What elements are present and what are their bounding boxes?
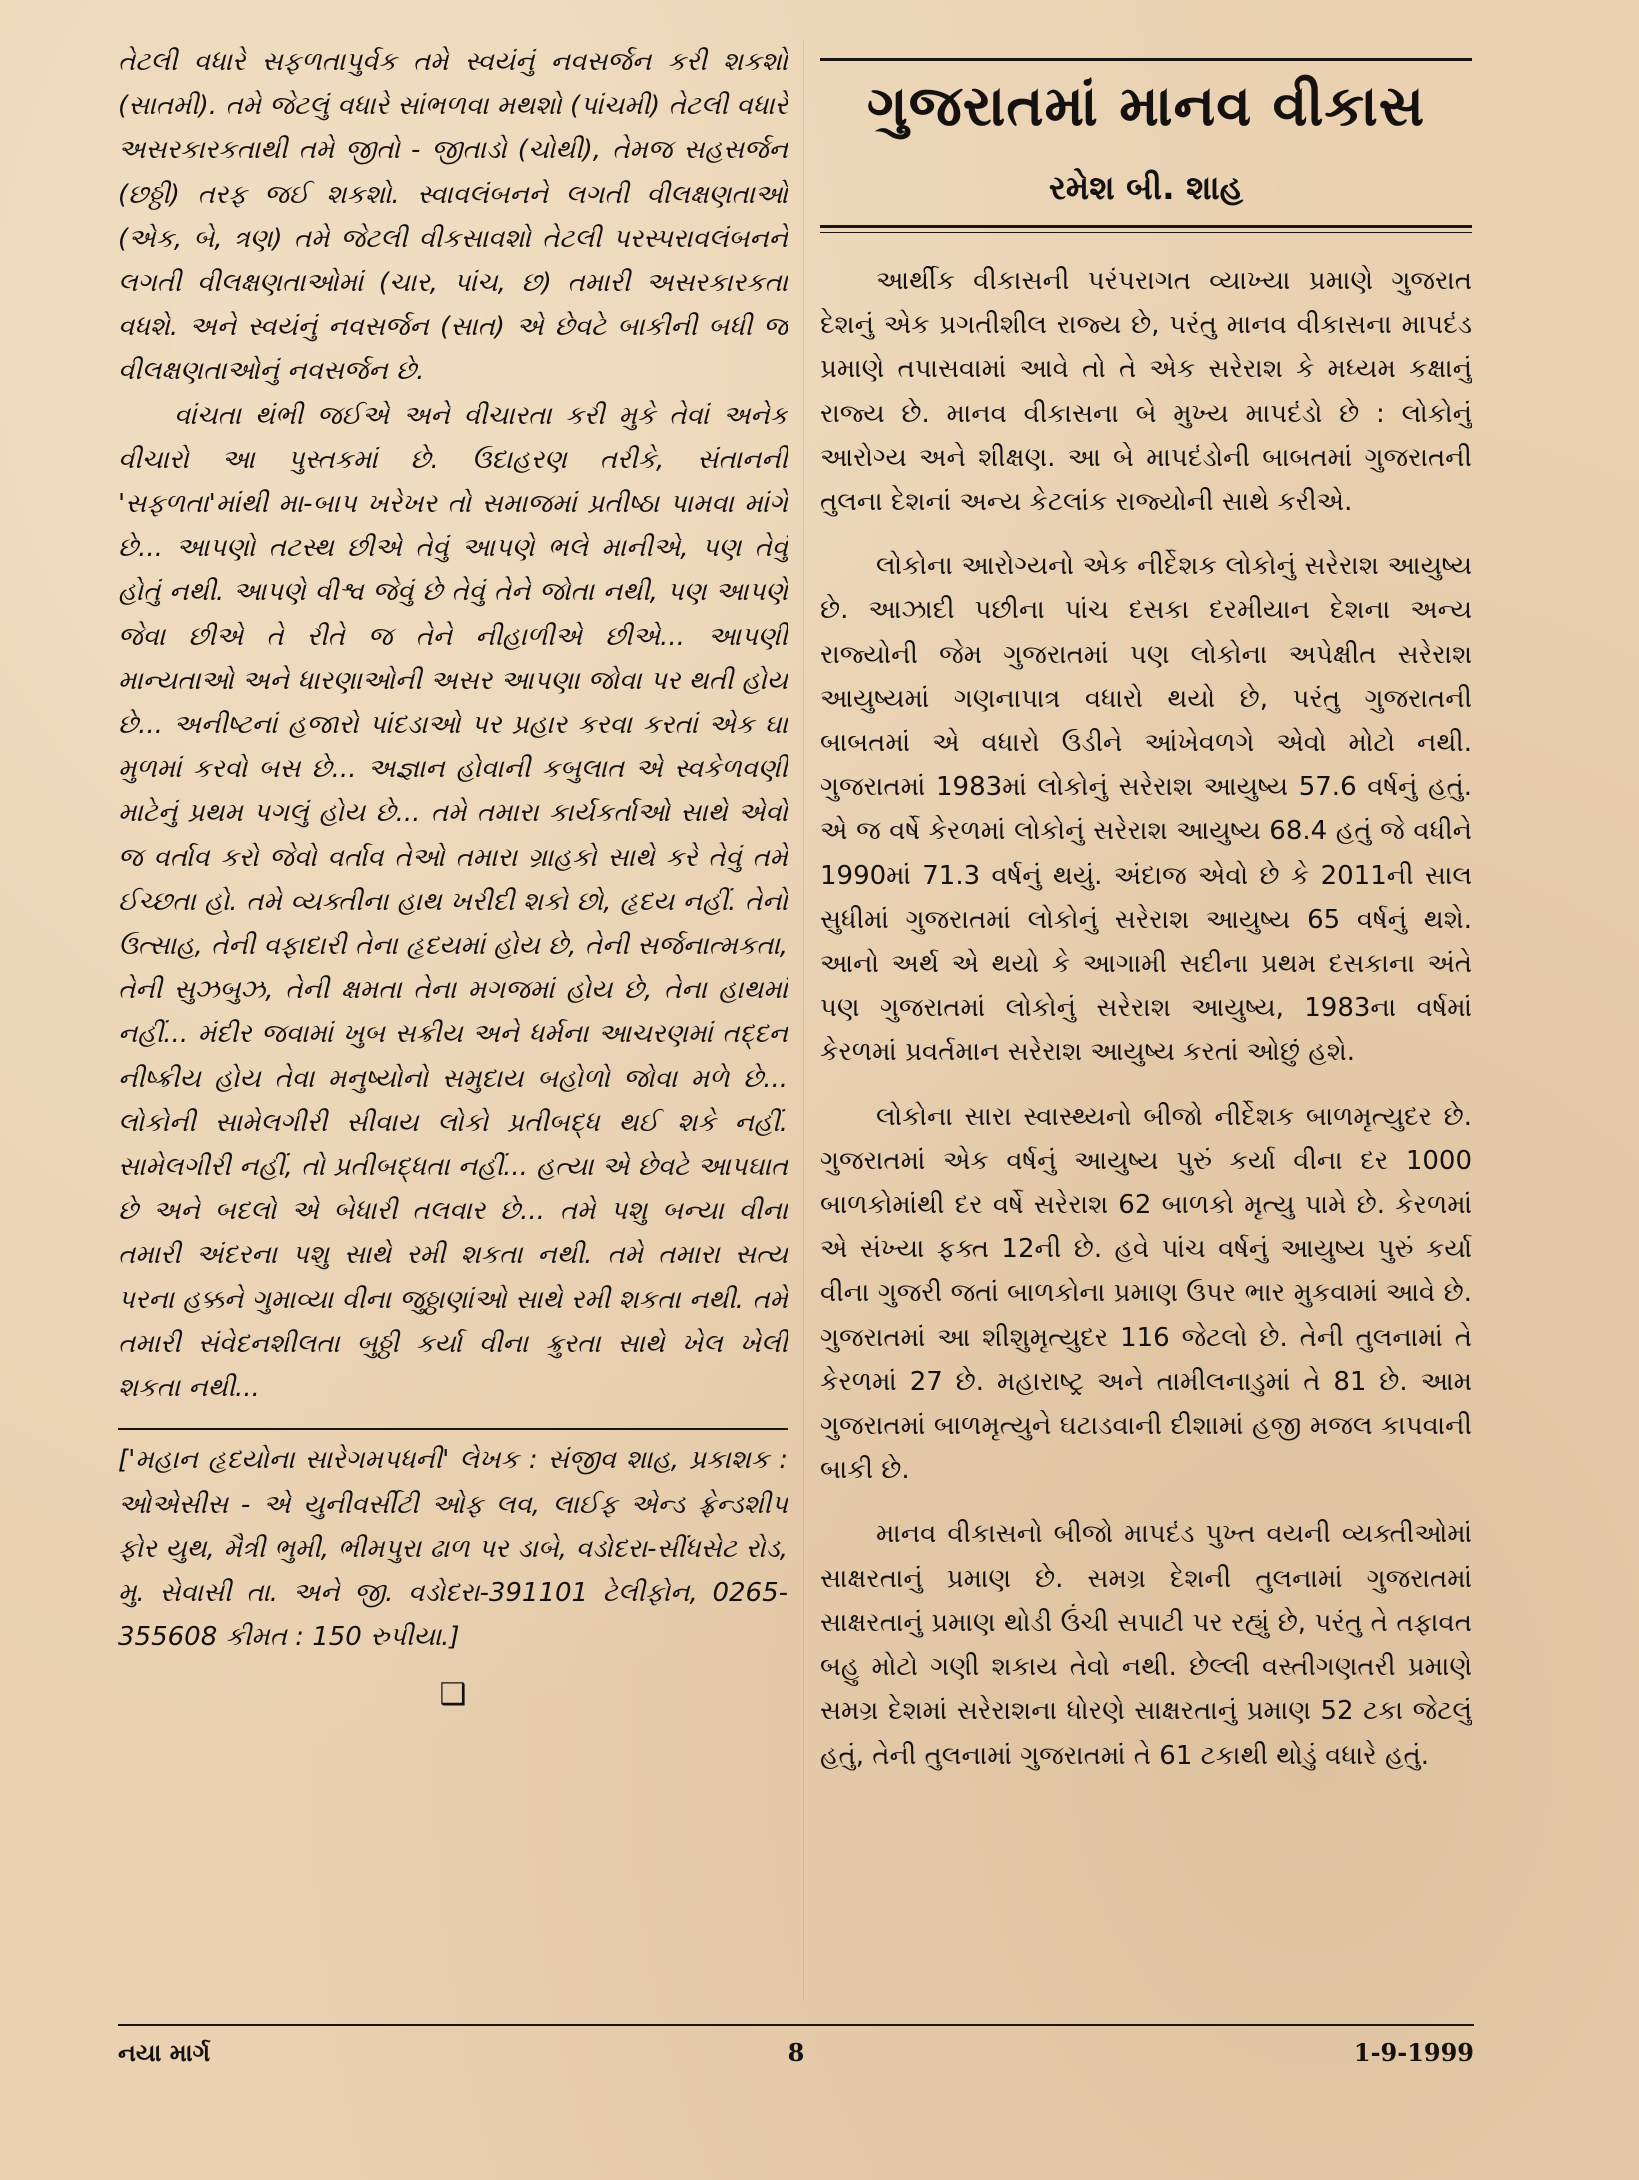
article-paragraph: લોકોના આરોગ્યનો એક નીર્દેશક લોકોનું સરેરાશ આયુષ્ય છે. આઝાદી પછીના પાંચ દસકા દરમીયાન દેશના અન્ય રાજ્યોની જેમ ગુજરાતમાં પણ લોકોના અપેક્ષીત સરેરાશ આયુષ્યમાં ગણનાપાત્ર વધારો થયો છે, પરંતુ ગુજરાતની બાબતમાં એ વધારો ઉડીને આંખેવળગે એવો મોટો નથી. ગુજરાતમાં 1983માં લોકોનું સરેરાશ આયુષ્ય 57.6 વર્ષનું હતું. એ જ વર્ષે કેરળમાં લોકોનું સરેરાશ આયુષ્ય 68.4 હતું જે વધીને 1990માં 71.3 વર્ષનું થયું. અંદાજ એવો છે કે 2011ની સાલ સુધીમાં ગુજરાતમાં લોકોનું સરેરાશ આયુષ્ય 65 વર્ષનું થશે. આનો અર્થ એ થયો કે આગામી સદીના પ્રથમ દસકાના અંતે પણ ગુજરાતમાં લોકોનું સરેરાશ આયુષ્ય, 1983ના વર્ષમાં કેરળમાં પ્રવર્તમાન સરેરાશ આયુષ્ય કરતાં ઓછું હશે. <box>820 551 1472 1068</box>
magazine-name: નયા માર્ગ <box>118 2038 211 2067</box>
article-author: રમેશ બી. શાહ <box>1048 168 1244 207</box>
left-column <box>118 40 788 2000</box>
book-info-text: ['મહાન હૃદયોના સારેગમપધની' લેખક : સંજીવ શાહ, પ્રકાશક : ઓએસીસ - એ યુનીવર્સીટી ઓફ લવ, લાઈફ એન્ડ ફ્રેન્ડશીપ ફોર યુથ, મૈત્રી ભુમી, ભીમપુરા ઢાળ પર ડાબે, વડોદરા-સીંધસેટ રોડ, મુ. સેવાસી તા. અને જી. વડોદરા-391101 ટેલીફોન, 0265-355608 કીમત : 150 રુપીયા.] <box>118 1445 788 1653</box>
article-paragraph: આર્થીક વીકાસની પરંપરાગત વ્યાખ્યા પ્રમાણે ગુજરાત દેશનું એક પ્રગતીશીલ રાજ્ય છે, પરંતુ માનવ વીકાસના માપદંડ પ્રમાણે તપાસવામાં આવે તો તે એક સરેરાશ કે મધ્યમ કક્ષાનું રાજ્ય છે. માનવ વીકાસના બે મુખ્ય માપદંડો છે : લોકોનું આરોગ્ય અને શીક્ષણ. આ બે માપદંડોની બાબતમાં ગુજરાતની તુલના દેશનાં અન્ય કેટલાંક રાજ્યોની સાથે કરીએ. <box>820 266 1472 518</box>
page-footer <box>118 2038 1474 2078</box>
end-mark-icon: ❑ <box>439 1677 467 1713</box>
quotes-paragraph: વાંચતા થંભી જઈએ અને વીચારતા કરી મુકે તેવાં અનેક વીચારો આ પુસ્તકમાં છે. ઉદાહરણ તરીકે, સંતાનની 'સફળતા'માંથી મા-બાપ ખરેખર તો સમાજમાં પ્રતીષ્ઠા પામવા માંગે છે... આપણો તટસ્થ છીએ તેવું આપણે ભલે માનીએ, પણ તેવું હોતું નથી. આપણે વીશ્વ જેવું છે તેવું તેને જોતા નથી, પણ આપણે જેવા છીએ તે રીતે જ તેને નીહાળીએ છીએ... આપણી માન્યતાઓ અને ધારણાઓની અસર આપણા જોવા પર થતી હોય છે... અનીષ્ટનાં હજારો પાંદડાઓ પર પ્રહાર કરવા કરતાં એક ઘા મુળમાં કરવો બસ છે... અજ્ઞાન હોવાની કબુલાત એ સ્વકેળવણી માટેનું પ્રથમ પગલું હોય છે... તમે તમારા કાર્યકર્તાઓ સાથે એવો જ વર્તાવ કરો જેવો વર્તાવ તેઓ તમારા ગ્રાહકો સાથે કરે તેવું તમે ઈચ્છતા હો. તમે વ્યક્તીના હાથ ખરીદી શકો છો, હૃદય નહીં. તેનો ઉત્સાહ, તેની વફાદારી તેના હૃદયમાં હોય છે, તેની સર્જનાત્મકતા, તેની સુઝબુઝ, તેની ક્ષમતા તેના મગજમાં હોય છે, તેના હાથમાં નહીં... મંદીર જવામાં ખુબ સક્રીય અને ધર્મના આચરણમાં તદ્દન નીષ્ક્રીય હોય તેવા મનુષ્યોનો સમુદાય બહોળો જોવા મળે છે... લોકોની સામેલગીરી સીવાય લોકો પ્રતીબદ્ધ થઈ શકે નહીં. સામેલગીરી નહીં, તો પ્રતીબદ્ધતા નહીં... હત્યા એ છેવટે આપઘાત છે અને બદલો એ બેધારી તલવાર છે... તમે પશુ બન્યા વીના તમારી અંદરના પશુ સાથે રમી શકતા નથી. તમે તમારા સત્ય પરના હક્કને ગુમાવ્યા વીના જુઠ્ઠાણાંઓ સાથે રમી શકતા નથી. તમે તમારી સંવેદનશીલતા બુઠ્ઠી કર્યા વીના ક્રુરતા સાથે ખેલ ખેલી શકતા નથી... <box>118 400 788 1404</box>
continued-paragraph: તેટલી વધારે સફળતાપુર્વક તમે સ્વયંનું નવસર્જન કરી શકશો (સાતમી). તમે જેટલું વધારે સાંભળવા મથશો (પાંચમી) તેટલી વધારે અસરકારકતાથી તમે જીતો - જીતાડો (ચોથી), તેમજ સહસર્જન (છઠ્ઠી) તરફ જઈ શકશો. સ્વાવલંબનને લગતી વીલક્ષણતાઓ (એક, બે, ત્રણ) તમે જેટલી વીકસાવશો તેટલી પરસ્પરાવલંબનને લગતી વીલક્ષણતાઓમાં (ચાર, પાંચ, છ) તમારી અસરકારકતા વધશે. અને સ્વયંનું નવસર્જન (સાત) એ છેવટે બાકીની બધી જ વીલક્ષણતાઓનું નવસર્જન છે. <box>118 47 788 387</box>
title-top-rule <box>820 58 1472 61</box>
article-paragraph: લોકોના સારા સ્વાસ્થ્યનો બીજો નીર્દેશક બાળમૃત્યુદર છે. ગુજરાતમાં એક વર્ષનું આયુષ્ય પુરું કર્યા વીના દર 1000 બાળકોમાંથી દર વર્ષે સરેરાશ 62 બાળકો મૃત્યુ પામે છે. કેરળમાં એ સંખ્યા ફક્ત 12ની છે. હવે પાંચ વર્ષનું આયુષ્ય પુરું કર્યા વીના ગુજરી જતાં બાળકોના પ્રમાણ ઉપર ભાર મુકવામાં આવે છે. ગુજરાતમાં આ શીશુમૃત્યુદર 116 જેટલો છે. તેની તુલનામાં તે કેરળમાં 27 છે. મહારાષ્ટ્ર અને તામીલનાડુમાં તે 81 છે. આમ ગુજરાતમાં બાળમૃત્યુને ઘટાડવાની દીશામાં હજી મજલ કાપવાની બાકી છે. <box>820 1101 1472 1486</box>
author-rule-thick <box>820 225 1472 228</box>
column-divider <box>803 40 804 2000</box>
article-title: ગુજરાતમાં માનવ વીકાસ <box>866 74 1426 139</box>
article-column <box>820 58 1472 2008</box>
issue-date: 1-9-1999 <box>1353 2038 1474 2067</box>
article-paragraph: માનવ વીકાસનો બીજો માપદંડ પુખ્ત વયની વ્યક્તીઓમાં સાક્ષરતાનું પ્રમાણ છે. સમગ્ર દેશની તુલનામાં ગુજરાતમાં સાક્ષરતાનું પ્રમાણ થોડી ઉંચી સપાટી પર રહ્યું છે, પરંતુ તે તફાવત બહુ મોટો ગણી શકાય તેવો નથી. છેલ્લી વસ્તીગણતરી પ્રમાણે સમગ્ર દેશમાં સરેરાશના ધોરણે સાક્ષરતાનું પ્રમાણ 52 ટકા જેટલું હતું, તેની તુલનામાં ગુજરાતમાં તે 61 ટકાથી થોડું વધારે હતું. <box>820 1519 1472 1771</box>
book-info-rule <box>118 1428 788 1430</box>
book-info-block <box>118 1428 788 1659</box>
page-number: 8 <box>787 2038 805 2067</box>
footer-rule <box>118 2024 1474 2026</box>
